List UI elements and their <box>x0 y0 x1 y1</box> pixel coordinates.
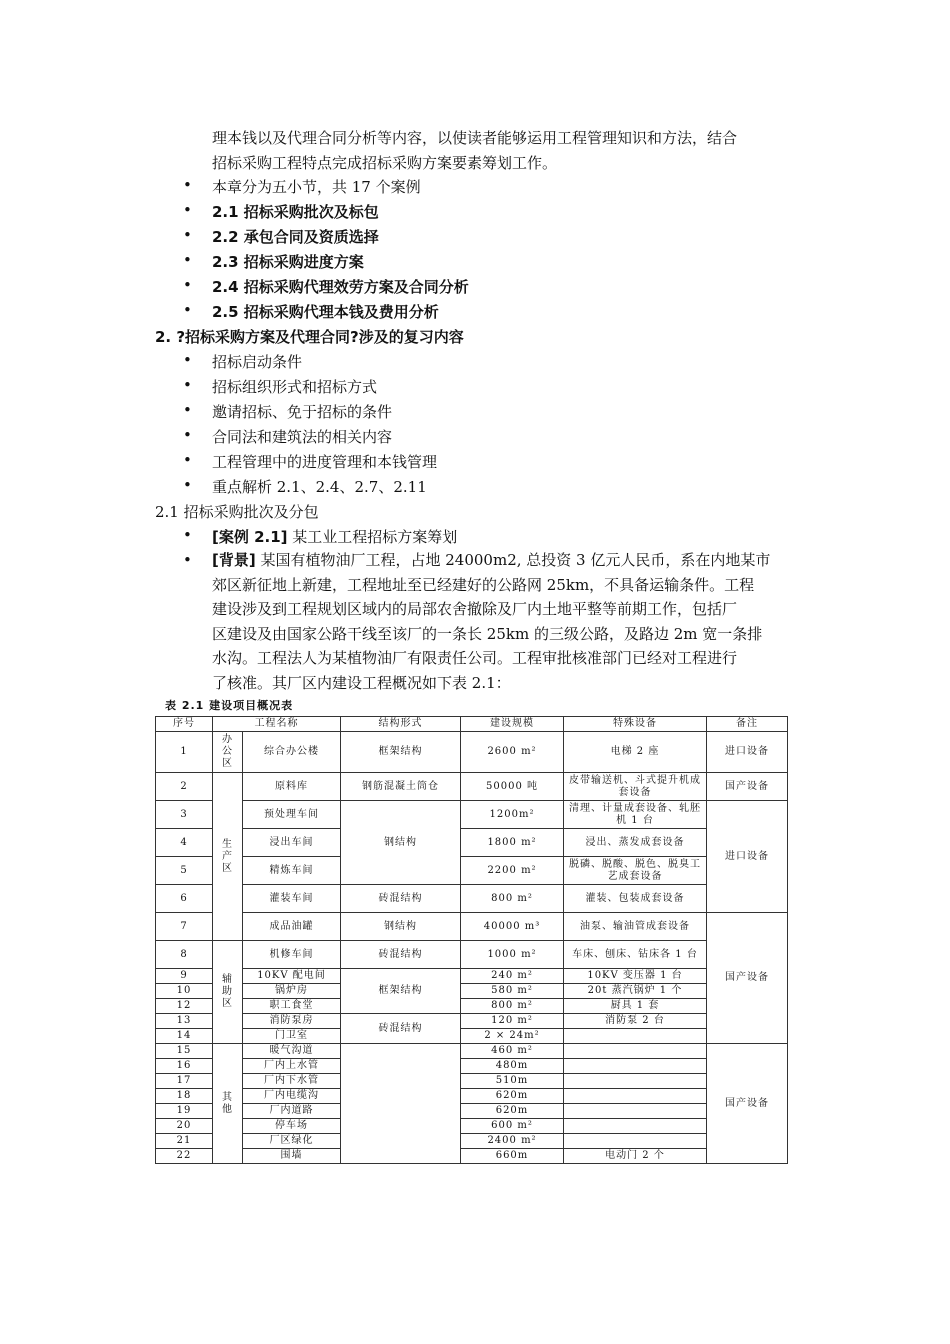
cell-struct: 砖混结构 <box>341 1014 461 1044</box>
cell-scale: 660m <box>461 1149 564 1164</box>
bullet: • <box>183 551 192 569</box>
table-row <box>156 773 788 801</box>
cell-no: 19 <box>156 1104 213 1119</box>
header-cell: 建设规模 <box>461 717 564 732</box>
table-header-row <box>156 717 788 732</box>
table-row <box>156 1029 788 1044</box>
list-item: 重点解析 2.1、2.4、2.7、2.11 <box>212 478 427 496</box>
cell-name: 锅炉房 <box>243 984 341 999</box>
table-row <box>156 1044 788 1059</box>
cell-name: 预处理车间 <box>243 801 341 829</box>
table-row <box>156 969 788 984</box>
cell-scale: 2200 m² <box>461 857 564 885</box>
bullet: • <box>183 251 192 269</box>
table-row <box>156 857 788 885</box>
cell-scale: 2600 m² <box>461 732 564 773</box>
cell-no: 10 <box>156 984 213 999</box>
cell-struct: 钢筋混凝土筒仓 <box>341 773 461 801</box>
cell-equip: 浸出、蒸发成套设备 <box>564 829 707 857</box>
table-row <box>156 941 788 969</box>
area-production: 生产区 <box>213 773 243 941</box>
table-row <box>156 1059 788 1074</box>
cell-name: 综合办公楼 <box>243 732 341 773</box>
cell-scale: 510m <box>461 1074 564 1089</box>
cell-note: 国产设备 <box>707 773 788 801</box>
cell-scale: 1000 m² <box>461 941 564 969</box>
cell-name: 10KV 配电间 <box>243 969 341 984</box>
table-caption: 表 2.1 建设项目概况表 <box>165 699 294 712</box>
cell-equip <box>564 1104 707 1119</box>
list-item: 邀请招标、免于招标的条件 <box>212 403 393 421</box>
bullet: • <box>183 376 192 394</box>
table-row <box>156 1074 788 1089</box>
list-item: 2.4 招标采购代理效劳方案及合同分析 <box>212 278 469 296</box>
cell-equip <box>564 1119 707 1134</box>
cell-equip <box>564 1134 707 1149</box>
cell-scale: 1800 m² <box>461 829 564 857</box>
cell-equip: 消防泵 2 台 <box>564 1014 707 1029</box>
cell-name: 厂内下水管 <box>243 1074 341 1089</box>
cell-no: 13 <box>156 1014 213 1029</box>
cell-scale: 480m <box>461 1059 564 1074</box>
bullet: • <box>183 176 192 194</box>
section-heading: 2.1 招标采购批次及分包 <box>155 503 319 521</box>
cell-name: 厂内电缆沟 <box>243 1089 341 1104</box>
cell-name: 灌装车间 <box>243 885 341 913</box>
cell-scale: 620m <box>461 1089 564 1104</box>
cell-name: 厂内上水管 <box>243 1059 341 1074</box>
cell-no: 17 <box>156 1074 213 1089</box>
cell-equip: 脱磷、脱酸、脱色、脱臭工艺成套设备 <box>564 857 707 885</box>
area-office: 办公区 <box>213 732 243 773</box>
bullet: • <box>183 226 192 244</box>
list-item: 合同法和建筑法的相关内容 <box>212 428 393 446</box>
cell-struct <box>341 1044 461 1164</box>
table-row <box>156 1104 788 1119</box>
table-row <box>156 1089 788 1104</box>
cell-equip <box>564 1089 707 1104</box>
cell-name: 厂区绿化 <box>243 1134 341 1149</box>
cell-name: 机修车间 <box>243 941 341 969</box>
list-item: 招标启动条件 <box>212 353 303 371</box>
cell-scale: 600 m² <box>461 1119 564 1134</box>
cell-equip: 厨具 1 套 <box>564 999 707 1014</box>
cell-name: 浸出车间 <box>243 829 341 857</box>
cell-struct: 框架结构 <box>341 732 461 773</box>
cell-no: 18 <box>156 1089 213 1104</box>
bullet: • <box>183 526 192 544</box>
list-item: 招标组织形式和招标方式 <box>212 378 378 396</box>
cell-no: 22 <box>156 1149 213 1164</box>
section-heading: 2. ?招标采购方案及代理合同?涉及的复习内容 <box>155 328 464 346</box>
cell-no: 7 <box>156 913 213 941</box>
cell-scale: 800 m² <box>461 999 564 1014</box>
cell-no: 8 <box>156 941 213 969</box>
table-row <box>156 885 788 913</box>
table-row <box>156 1134 788 1149</box>
cell-equip <box>564 1044 707 1059</box>
table-row <box>156 1149 788 1164</box>
table-row <box>156 732 788 773</box>
cell-name: 门卫室 <box>243 1029 341 1044</box>
cell-scale: 460 m² <box>461 1044 564 1059</box>
cell-note: 国产设备 <box>707 913 788 1044</box>
table-row <box>156 913 788 941</box>
header-cell: 结构形式 <box>341 717 461 732</box>
cell-scale: 800 m² <box>461 885 564 913</box>
background-line: 建设涉及到工程规划区域内的局部农舍撤除及厂内土地平整等前期工作，包括厂 <box>212 600 738 619</box>
cell-struct: 钢结构 <box>341 913 461 941</box>
cell-name: 原料库 <box>243 773 341 801</box>
cell-note: 进口设备 <box>707 801 788 913</box>
cell-scale: 2 × 24m² <box>461 1029 564 1044</box>
area-aux: 辅助区 <box>213 941 243 1044</box>
table-row <box>156 801 788 829</box>
background-line: 郊区新征地上新建，工程地址至已经建好的公路网 25km，不具备运输条件。工程 <box>212 575 755 594</box>
bullet: • <box>183 451 192 469</box>
cell-struct: 砖混结构 <box>341 885 461 913</box>
bullet: • <box>183 426 192 444</box>
intro-paragraph <box>212 126 737 175</box>
list-item: 2.3 招标采购进度方案 <box>212 253 364 271</box>
cell-equip <box>564 1029 707 1044</box>
cell-name: 停车场 <box>243 1119 341 1134</box>
intro-line: 理本钱以及代理合同分析等内容，以使读者能够运用工程管理知识和方法，结合 <box>212 129 738 147</box>
background-tag: [背景] <box>212 551 256 569</box>
list-item: 2.1 招标采购批次及标包 <box>212 203 379 221</box>
header-cell: 序号 <box>156 717 213 732</box>
cell-equip: 清理、计量成套设备、轧胚机 1 台 <box>564 801 707 829</box>
cell-equip <box>564 1059 707 1074</box>
table-row <box>156 829 788 857</box>
cell-scale: 580 m² <box>461 984 564 999</box>
cell-equip: 20t 蒸汽锅炉 1 个 <box>564 984 707 999</box>
cell-equip: 电动门 2 个 <box>564 1149 707 1164</box>
cell-note: 进口设备 <box>707 732 788 773</box>
bullet: • <box>183 401 192 419</box>
case-text: 某工业工程招标方案筹划 <box>287 528 458 546</box>
cell-name: 职工食堂 <box>243 999 341 1014</box>
list-item: 2.2 承包合同及资质选择 <box>212 228 379 246</box>
cell-equip: 10KV 变压器 1 台 <box>564 969 707 984</box>
cell-equip: 皮带输送机、斗式提升机成套设备 <box>564 773 707 801</box>
background-line: 区建设及由国家公路干线至该厂的一条长 25km 的三级公路，及路边 2m 宽一条排 <box>212 624 763 643</box>
cell-equip <box>564 1074 707 1089</box>
header-cell: 特殊设备 <box>564 717 707 732</box>
cell-name: 暖气沟道 <box>243 1044 341 1059</box>
case-title <box>212 526 457 547</box>
list-item: 本章分为五小节，共 17 个案例 <box>212 178 421 196</box>
cell-scale: 50000 吨 <box>461 773 564 801</box>
background-line: 水沟。工程法人为某植物油厂有限责任公司。工程审批核准部门已经对工程进行 <box>212 649 738 668</box>
cell-no: 5 <box>156 857 213 885</box>
background-line: 了核准。其厂区内建设工程概况如下表 2.1： <box>212 673 511 692</box>
bullet: • <box>183 201 192 219</box>
background-line: 某国有植物油厂工程，占地 24000m2, 总投资 3 亿元人民币，系在内地某市 <box>255 551 771 569</box>
table-row <box>156 984 788 999</box>
cell-no: 16 <box>156 1059 213 1074</box>
cell-scale: 620m <box>461 1104 564 1119</box>
cell-scale: 1200m² <box>461 801 564 829</box>
cell-name: 围墙 <box>243 1149 341 1164</box>
bullet: • <box>183 476 192 494</box>
cell-no: 9 <box>156 969 213 984</box>
cell-struct: 砖混结构 <box>341 941 461 969</box>
intro-line: 招标采购工程特点完成招标采购方案要素筹划工作。 <box>212 153 558 172</box>
cell-no: 21 <box>156 1134 213 1149</box>
table-row <box>156 1014 788 1029</box>
cell-no: 3 <box>156 801 213 829</box>
cell-no: 15 <box>156 1044 213 1059</box>
cell-name: 厂内道路 <box>243 1104 341 1119</box>
cell-note: 国产设备 <box>707 1044 788 1164</box>
cell-name: 消防泵房 <box>243 1014 341 1029</box>
background-paragraph <box>212 548 822 696</box>
cell-no: 12 <box>156 999 213 1014</box>
cell-scale: 40000 m³ <box>461 913 564 941</box>
header-cell: 工程名称 <box>213 717 341 732</box>
bullet: • <box>183 301 192 319</box>
cell-scale: 120 m² <box>461 1014 564 1029</box>
cell-struct: 钢结构 <box>341 801 461 885</box>
bullet: • <box>183 276 192 294</box>
cell-equip: 灌装、包装成套设备 <box>564 885 707 913</box>
cell-scale: 240 m² <box>461 969 564 984</box>
bullet: • <box>183 351 192 369</box>
table-row <box>156 1119 788 1134</box>
table-row <box>156 999 788 1014</box>
cell-no: 14 <box>156 1029 213 1044</box>
case-tag: [案例 2.1] <box>212 528 288 546</box>
cell-name: 精炼车间 <box>243 857 341 885</box>
cell-scale: 2400 m² <box>461 1134 564 1149</box>
cell-name: 成品油罐 <box>243 913 341 941</box>
cell-no: 2 <box>156 773 213 801</box>
cell-no: 1 <box>156 732 213 773</box>
list-item: 工程管理中的进度管理和本钱管理 <box>212 453 438 471</box>
cell-no: 20 <box>156 1119 213 1134</box>
cell-equip: 油泵、输油管成套设备 <box>564 913 707 941</box>
cell-no: 4 <box>156 829 213 857</box>
header-cell: 备注 <box>707 717 788 732</box>
cell-equip: 车床、刨床、钻床各 1 台 <box>564 941 707 969</box>
area-other: 其他 <box>213 1044 243 1164</box>
project-table <box>155 716 788 1164</box>
cell-struct: 框架结构 <box>341 969 461 1014</box>
cell-no: 6 <box>156 885 213 913</box>
cell-equip: 电梯 2 座 <box>564 732 707 773</box>
list-item: 2.5 招标采购代理本钱及费用分析 <box>212 303 439 321</box>
